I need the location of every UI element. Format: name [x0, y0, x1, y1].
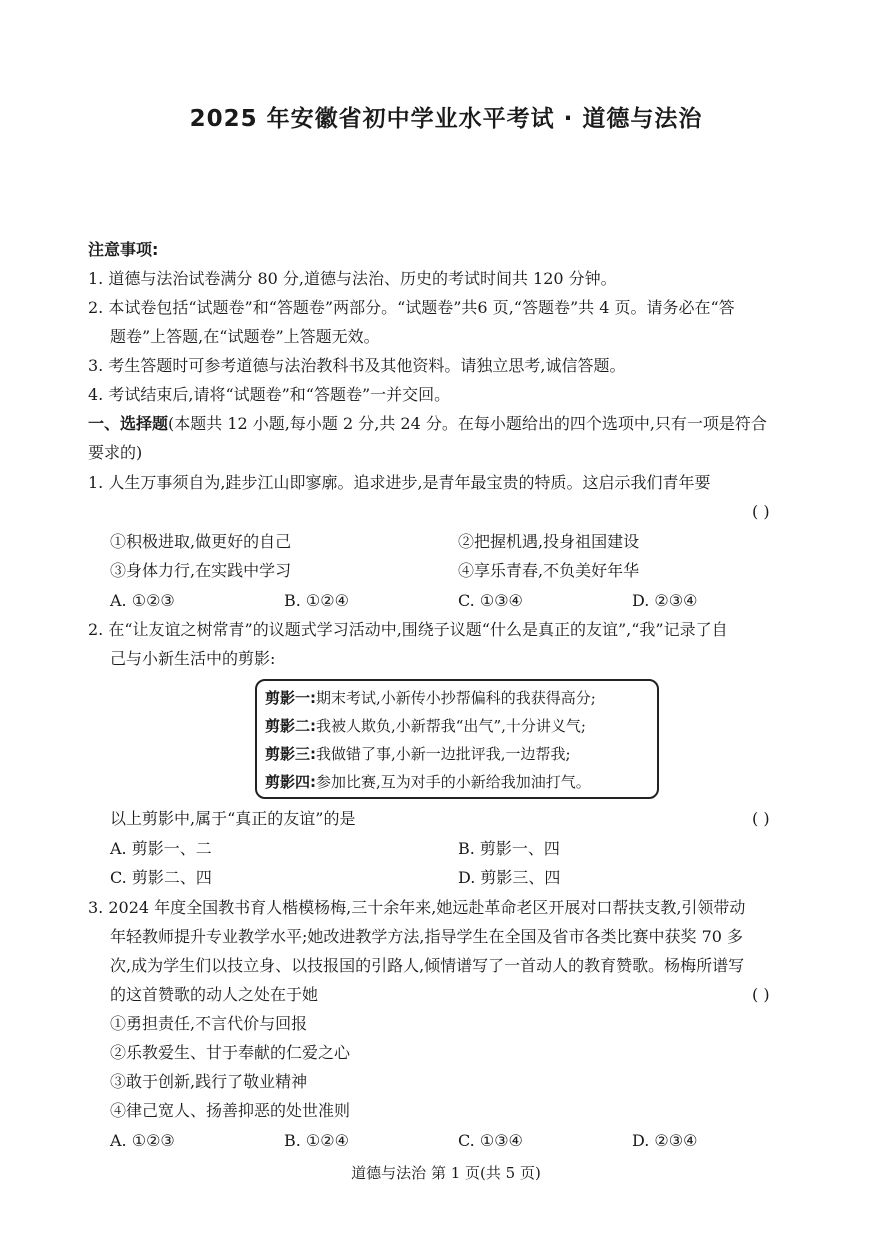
notice-item-4: 4. 考试结束后,请将“试题卷”和“答题卷”一并交回。 — [88, 385, 451, 404]
q2-choice-d: D. 剪影三、四 — [458, 868, 561, 887]
q3-stem-line-1: 3. 2024 年度全国教书育人楷模杨梅,三十余年来,她远赴革命老区开展对口帮扶支教,引领带动 — [88, 898, 746, 917]
snapshot-3 — [265, 743, 571, 764]
section-heading: 一、选择题 — [88, 414, 169, 433]
q3-answer-paren: ( ) — [752, 985, 770, 1004]
q1-stem: 1. 人生万事须自为,跬步江山即寥廓。追求进步,是青年最宝贵的特质。这启示我们青年要 — [88, 473, 711, 492]
snapshot-label: 剪影四: — [265, 773, 316, 791]
q1-choice-c: C. ①③④ — [458, 591, 523, 610]
q2-answer-paren: ( ) — [752, 809, 770, 828]
q2-choice-b: B. 剪影一、四 — [458, 839, 560, 858]
notice-item-2: 2. 本试卷包括“试题卷”和“答题卷”两部分。“试题卷”共6 页,“答题卷”共 4 页。请务必在“答 — [88, 298, 735, 317]
q2-stem: 2. 在“让友谊之树常青”的议题式学习活动中,围绕子议题“什么是真正的友谊”,“我”记录了自 — [88, 620, 728, 639]
q3-stem-line-2: 年轻教师提升专业教学水平;她改进教学方法,指导学生在全国及省市各类比赛中获奖 70 多 — [110, 927, 744, 946]
snapshot-label: 剪影一: — [265, 689, 316, 707]
q3-choice-c: C. ①③④ — [458, 1131, 523, 1150]
snapshot-label: 剪影二: — [265, 717, 316, 735]
section-desc: (本题共 12 小题,每小题 2 分,共 24 分。在每小题给出的四个选项中,只有一项是符合 — [168, 414, 767, 433]
q1-choice-a: A. ①②③ — [110, 591, 175, 610]
q3-stem-line-3: 次,成为学生们以技立身、以技报国的引路人,倾情谱写了一首动人的教育赞歌。杨梅所谱写 — [110, 956, 745, 975]
exam-title: 2025 年安徽省初中学业水平考试 · 道德与法治 — [189, 106, 703, 132]
snapshot-4 — [265, 771, 591, 792]
notice-heading: 注意事项: — [88, 240, 159, 259]
snapshot-text: 期末考试,小新传小抄帮偏科的我获得高分; — [316, 689, 596, 707]
notice-item-1: 1. 道德与法治试卷满分 80 分,道德与法治、历史的考试时间共 120 分钟。 — [88, 269, 617, 288]
q1-choice-b: B. ①②④ — [284, 591, 349, 610]
snapshot-text: 我被人欺负,小新帮我“出气”,十分讲义气; — [316, 717, 586, 735]
q3-option-2: ②乐教爱生、甘于奉献的仁爱之心 — [110, 1043, 351, 1062]
q2-choice-c: C. 剪影二、四 — [110, 868, 212, 887]
section-heading-line — [88, 414, 767, 434]
snapshot-box — [255, 679, 659, 799]
snapshot-1 — [265, 687, 596, 708]
q1-option-1: ①积极进取,做更好的自己 — [110, 532, 292, 551]
q1-option-4: ④享乐青春,不负美好年华 — [458, 561, 640, 580]
notice-item-3: 3. 考生答题时可参考道德与法治教科书及其他资料。请独立思考,诚信答题。 — [88, 356, 626, 375]
page-footer: 道德与法治 第 1 页(共 5 页) — [351, 1164, 541, 1182]
q1-choice-d: D. ②③④ — [632, 591, 698, 610]
q1-option-2: ②把握机遇,投身祖国建设 — [458, 532, 640, 551]
q1-option-3: ③身体力行,在实践中学习 — [110, 561, 292, 580]
q3-choice-a: A. ①②③ — [110, 1131, 175, 1150]
q3-option-4: ④律己宽人、扬善抑恶的处世准则 — [110, 1101, 351, 1120]
q1-answer-paren: ( ) — [752, 502, 770, 521]
snapshot-2 — [265, 715, 586, 736]
q3-stem-line-4: 的这首赞歌的动人之处在于她 — [110, 985, 319, 1004]
snapshot-label: 剪影三: — [265, 745, 316, 763]
q3-option-3: ③敢于创新,践行了敬业精神 — [110, 1072, 308, 1091]
q2-choice-a: A. 剪影一、二 — [110, 839, 212, 858]
snapshot-text: 参加比赛,互为对手的小新给我加油打气。 — [316, 773, 591, 791]
section-desc-cont: 要求的) — [88, 443, 143, 462]
q3-option-1: ①勇担责任,不言代价与回报 — [110, 1014, 308, 1033]
q3-choice-b: B. ①②④ — [284, 1131, 349, 1150]
q3-choice-d: D. ②③④ — [632, 1131, 698, 1150]
snapshot-text: 我做错了事,小新一边批评我,一边帮我; — [316, 745, 571, 763]
q2-question: 以上剪影中,属于“真正的友谊”的是 — [110, 809, 356, 828]
notice-item-2-cont: 题卷”上答题,在“试题卷”上答题无效。 — [110, 327, 380, 346]
q2-stem-cont: 己与小新生活中的剪影: — [110, 649, 276, 668]
